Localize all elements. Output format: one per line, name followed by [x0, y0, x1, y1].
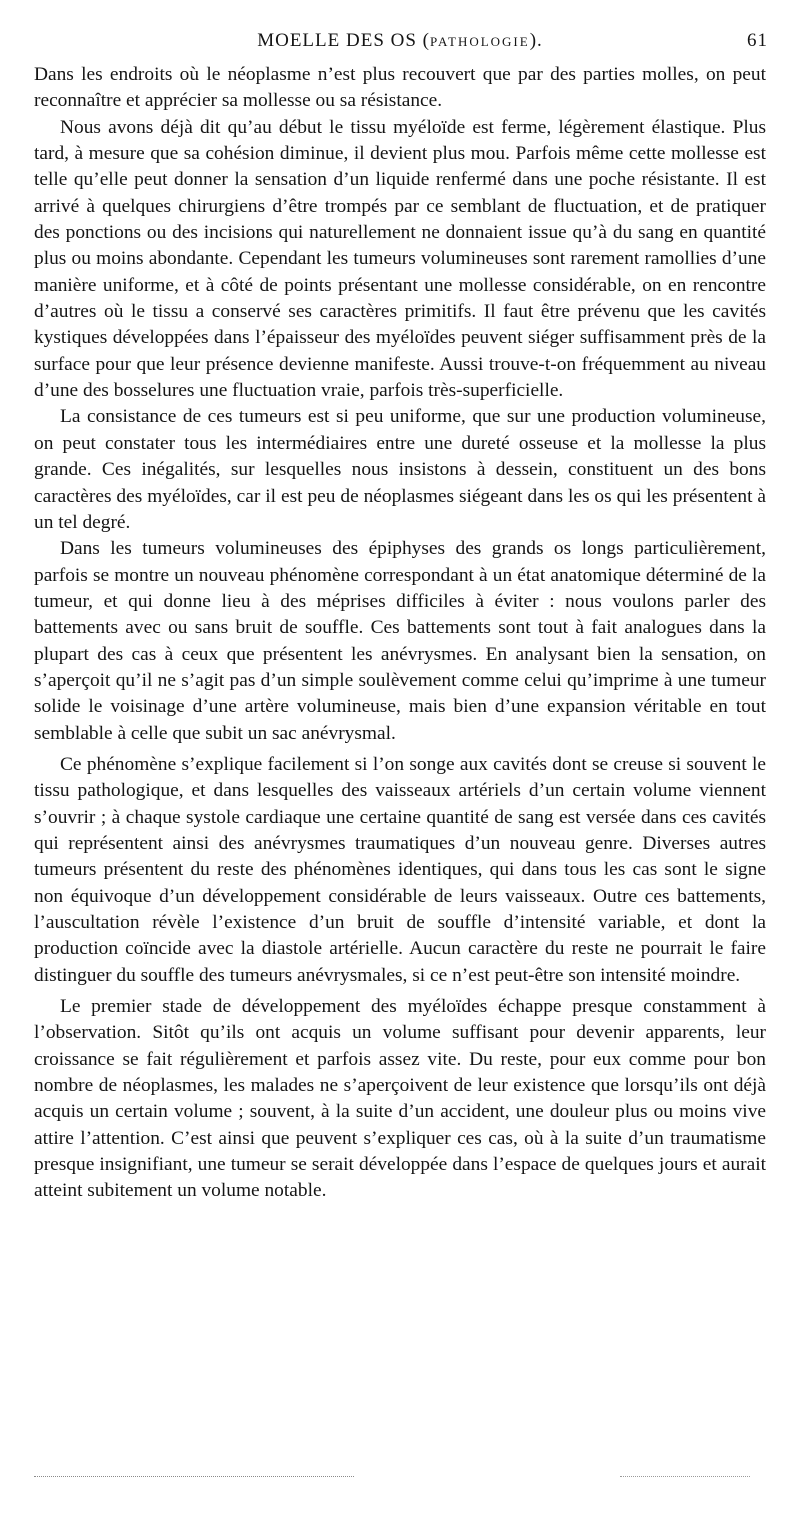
book-page — [34, 22, 766, 1205]
paragraph-1: Dans les endroits où le néoplasme n’est plus recouvert que par des parties molles, on peut reconnaître et apprécier sa mollesse ou sa résistance. — [34, 64, 766, 112]
running-title-main: MOELLE DES OS ( — [257, 30, 431, 51]
paragraph-5: Ce phénomène s’explique facilement si l’on songe aux cavités dont se creuse si souvent le tissu pathologique, et dans lesquelles des vaisseaux artériels d’un certain volume viennent s’ouvrir ; à chaque systole cardiaque une certaine quantité de sang est versée dans ces cavités qui représentent ainsi des anévrysmes traumatiques d’un nouveau genre. Diverses autres tumeurs présentent du reste des phénomènes identiques, qui dans tous les cas sont le signe non équivoque d’un développement considérable de leurs vaisseaux. Outre ces battements, l’auscultation révèle l’existence d’un bruit de souffle d’intensité variable, et dont la production coïncide avec la diastole artérielle. Aucun caractère du reste ne pourrait le faire distinguer du souffle des tumeurs anévrysmales, si ce n’est peut-être son intensité moindre. — [34, 753, 766, 986]
paragraph-2: Nous avons déjà dit qu’au début le tissu myéloïde est ferme, légèrement élastique. Plus tard, à mesure que sa cohésion diminue, il devient plus mou. Parfois même cette mollesse est telle qu’elle peut donner la sensation d’un liquide renfermé dans une poche résistante. Il est arrivé à quelques chirurgiens d’être trompés par ce semblant de fluctuation, et de pratiquer des ponctions ou des incisions qui naturellement ne donnaient issue qu’à du sang en quantité plus ou moins abondante. Cependant les tumeurs volumineuses sont rarement ramollies d’une manière uniforme, et à côté de points présentant une mollesse considérable, on en rencontre d’autres où le tissu a conservé ses caractères primitifs. Il faut être prévenu que les cavités kystiques développées dans l’épaisseur des myéloïdes peuvent siéger suffisamment près de la surface pour que leur présence devienne manifeste. Aussi trouve-t-on fréquemment au niveau d’une des bosselures une fluctuation vraie, parfois très-superficielle. — [34, 116, 766, 402]
running-title-end: ). — [529, 30, 543, 51]
body-text — [34, 62, 766, 1205]
running-title — [34, 30, 766, 52]
paragraph-4: Dans les tumeurs volumineuses des épiphyses des grands os longs particulièrement, parfois se montre un nouveau phénomène correspondant à un état anatomique déterminé de la tumeur, et qui donne lieu à des méprises difficiles à éviter : nous voulons parler des battements avec ou sans bruit de souffle. Ces battements sont tout à fait analogues dans la plupart des cas à ceux que présentent les anévrysmes. En analysant bien la sensation, on s’aperçoit qu’il ne s’agit pas d’un simple soulèvement comme celui qu’imprime à une tumeur solide le voisinage d’une artère volumineuse, mais bien d’une expansion véritable en tout semblable à celle que subit un sac anévrysmal. — [34, 538, 766, 744]
paragraph-6: Le premier stade de développement des myéloïdes échappe presque constamment à l’observation. Sitôt qu’ils ont acquis un volume suffisant pour devenir apparents, leur croissance se fait régulièrement et parfois assez vite. Du reste, pour eux comme pour bon nombre de néoplasmes, les malades ne s’aperçoivent de leur existence que lorsqu’ils ont déjà acquis un certain volume ; souvent, à la suite d’un accident, une douleur plus ou moins vive attire l’attention. C’est ainsi que peuvent s’expliquer ces cas, où à la suite d’un traumatisme presque insignifiant, une tumeur se serait développée dans l’espace de quelques jours et aurait atteint subitement un volume notable. — [34, 996, 766, 1202]
page-number: 61 — [747, 30, 768, 51]
paragraph-3: La consistance de ces tumeurs est si peu uniforme, que sur une production volumineuse, on peut constater tous les intermédiaires entre une dureté osseuse et la mollesse la plus grande. Ces inégalités, sur lesquelles nous insistons à dessein, constituent un des bons caractères des myéloïdes, car il est peu de néoplasmes siégeant dans les os qui les présentent à un tel degré. — [34, 406, 766, 533]
footer-divider-left — [34, 1476, 354, 1477]
running-title-subtitle: PATHOLOGIE — [430, 34, 530, 49]
running-head — [34, 22, 766, 58]
footer-divider-right — [620, 1476, 750, 1477]
